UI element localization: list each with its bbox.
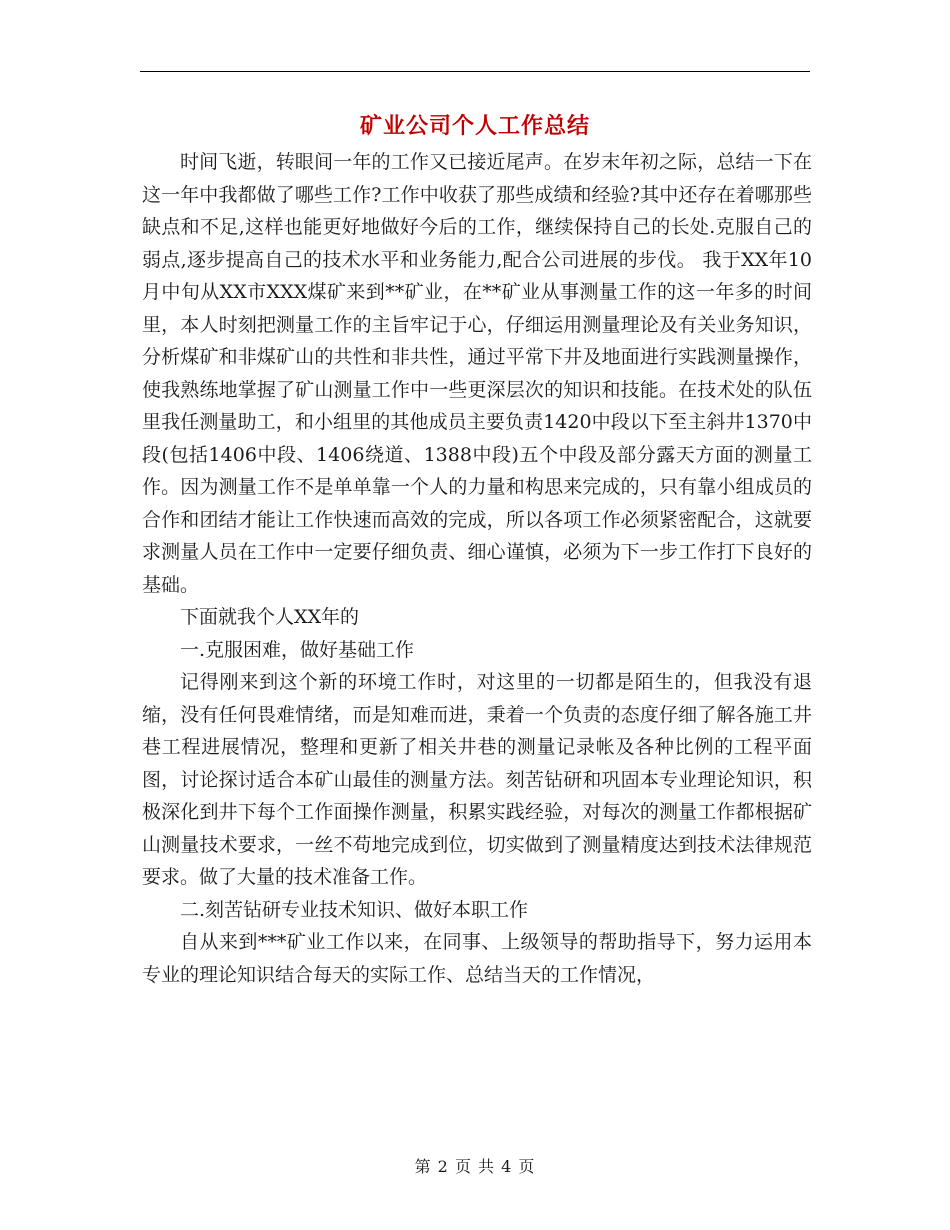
section-heading-2: 二.刻苦钻研专业技术知识、做好本职工作 <box>180 898 529 921</box>
section-heading-1: 一.克服困难，做好基础工作 <box>180 638 415 661</box>
paragraph-intro: 时间飞逝，转眼间一年的工作又已接近尾声。在岁末年初之际，总结一下在这一年中我都做了哪些工作?工作中收获了那些成绩和经验?其中还存在着哪那些缺点和不足,这样也能更好地做好今后的工作，继续保持自己的长处.克服自己的弱点,逐步提高自己的技术水平和业务能力,配合公司进展的步伐。 我于XX年10月中旬从XX市XXX煤矿来到**矿业，在**矿业从事测量工作的这一年多的时间里，本人时刻把测量工作的主旨牢记于心，仔细运用测量理论及有关业务知识，分析煤矿和非煤矿山的共性和非共性，通过平常下井及地面进行实践测量操作，使我熟练地掌握了矿山测量工作中一些更深层次的知识和技能。在技术处的队伍里我任测量助工，和小组里的其他成员主要负责1420中段以下至主斜井1370中段(包括1406中段、1406绕道、1388中段)五个中段及部分露天方面的测量工作。因为测量工作不是单单靠一个人的力量和构思来完成的，只有靠小组成员的合作和团结才能让工作快速而高效的完成，所以各项工作必须紧密配合，这就要求测量人员在工作中一定要仔细负责、细心谨慎，必须为下一步工作打下良好的基础。 <box>142 151 812 596</box>
document-title: 矿业公司个人工作总结 <box>359 113 590 139</box>
paragraph-section-1: 记得刚来到这个新的环境工作时，对这里的一切都是陌生的，但我没有退缩，没有任何畏难情绪，而是知难而进，秉着一个负责的态度仔细了解各施工井巷工程进展情况，整理和更新了相关井巷的测量记录帐及各种比例的工程平面图，讨论探讨适合本矿山最佳的测量方法。刻苦钻研和巩固本专业理论知识，积极深化到井下每个工作面操作测量，积累实践经验，对每次的测量工作都根据矿山测量技术要求，一丝不苟地完成到位，切实做到了测量精度达到技术法律规范要求。做了大量的技术准备工作。 <box>142 671 812 888</box>
paragraph-lead-in: 下面就我个人XX年的 <box>180 606 360 628</box>
page-number-footer: 第 2 页 共 4 页 <box>414 1157 536 1176</box>
header-rule <box>140 71 810 72</box>
paragraph-section-2: 自从来到***矿业工作以来，在同事、上级领导的帮助指导下，努力运用本专业的理论知识结合每天的实际工作、总结当天的工作情况， <box>142 931 812 986</box>
document-body <box>142 146 812 991</box>
